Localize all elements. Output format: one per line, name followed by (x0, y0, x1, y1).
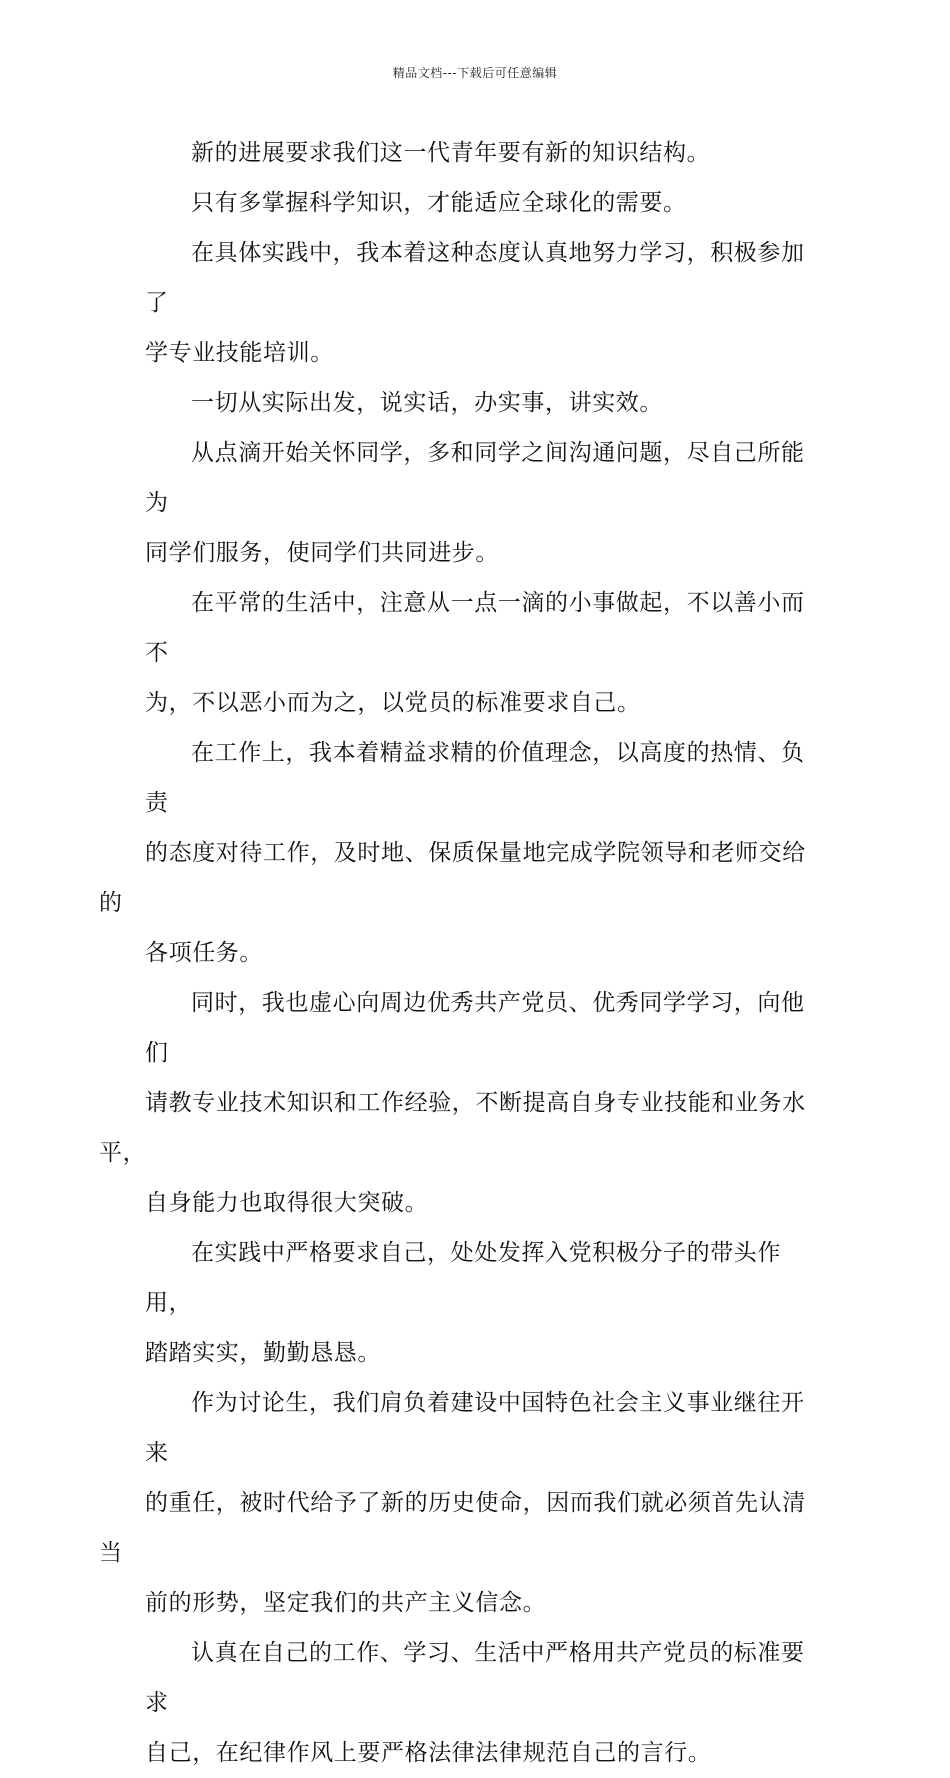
paragraph-3 (145, 228, 815, 378)
paragraph-line: 作为讨论生，我们肩负着建设中国特色社会主义事业继往开来 (145, 1390, 805, 1466)
paragraph-line: 新的进展要求我们这一代青年要有新的知识结构。 (191, 140, 711, 166)
paragraph-line: 在平常的生活中，注意从一点一滴的小事做起，不以善小而不 (145, 590, 805, 666)
paragraph-6 (145, 578, 815, 728)
paragraph-line: 一切从实际出发，说实话，办实事，讲实效。 (191, 390, 663, 416)
paragraph-7 (99, 728, 815, 978)
paragraph-line: 在工作上，我本着精益求精的价值理念，以高度的热情、负责 (145, 740, 805, 816)
paragraph-1 (145, 128, 815, 178)
paragraph-line: 请教专业技术知识和工作经验，不断提高自身专业技能和业务水平， (99, 1090, 806, 1166)
paragraph-line: 自身能力也取得很大突破。 (145, 1190, 429, 1216)
paragraph-line: 学专业技能培训。 (145, 340, 334, 366)
paragraph-line: 各项任务。 (145, 940, 263, 966)
paragraph-line: 为，不以恶小而为之，以党员的标准要求自己。 (145, 690, 641, 716)
paragraph-line: 认真在自己的工作、学习、生活中严格用共产党员的标准要求 (145, 1640, 805, 1716)
paragraph-line: 自己，在纪律作风上要严格法律法律规范自己的言行。 (145, 1740, 712, 1766)
paragraph-11 (145, 1628, 815, 1778)
paragraph-4 (145, 378, 815, 428)
paragraph-10 (99, 1378, 815, 1628)
paragraph-line: 在实践中严格要求自己，处处发挥入党积极分子的带头作用， (145, 1240, 781, 1316)
paragraph-2 (145, 178, 815, 228)
paragraph-9 (145, 1228, 815, 1378)
paragraph-line: 在具体实践中，我本着这种态度认真地努力学习，积极参加了 (145, 240, 805, 316)
paragraph-line: 从点滴开始关怀同学，多和同学之间沟通问题，尽自己所能为 (145, 440, 805, 516)
paragraph-5 (145, 428, 815, 578)
paragraph-8 (99, 978, 815, 1228)
paragraph-line: 踏踏实实，勤勤恳恳。 (145, 1340, 381, 1366)
paragraph-line: 同时，我也虚心向周边优秀共产党员、优秀同学学习，向他们 (145, 990, 805, 1066)
paragraph-line: 的重任，被时代给予了新的历史使命，因而我们就必须首先认清当 (99, 1490, 806, 1566)
page-header: 精品文档---下载后可任意编辑 (392, 66, 558, 80)
paragraph-line: 同学们服务，使同学们共同进步。 (145, 540, 499, 566)
document-body (99, 128, 815, 1778)
paragraph-line: 前的形势，坚定我们的共产主义信念。 (145, 1590, 547, 1616)
paragraph-line: 的态度对待工作，及时地、保质保量地完成学院领导和老师交给的 (99, 840, 806, 916)
paragraph-line: 只有多掌握科学知识，才能适应全球化的需要。 (191, 190, 687, 216)
